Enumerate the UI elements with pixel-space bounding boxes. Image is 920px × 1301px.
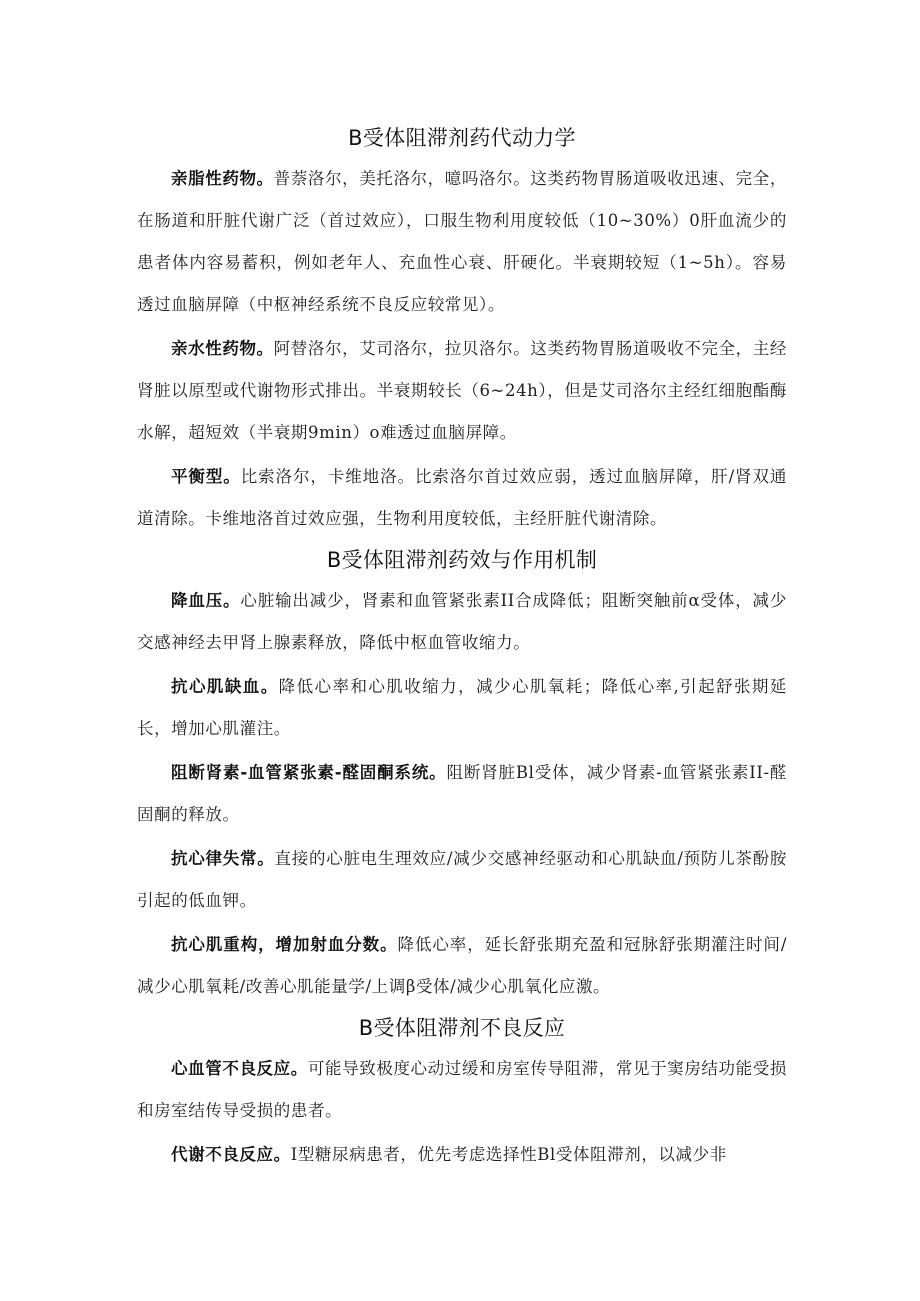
paragraph-text: 普萘洛尔，美托洛尔，噫吗洛尔。这类药物胃肠道吸收迅速、完全，在肠道和肝脏代谢广泛（首过效应），口服生物利用度较低（10~30%）0肝血流少的患者体内容易蓄积，例如老年人、充血性心衰、肝硬化。半衰期较短（1~5h）。容易透过血脑屏障（中枢神经系统不良反应较常见）。 bbox=[137, 169, 787, 314]
term-label: 代谢不良反应。 bbox=[171, 1145, 291, 1164]
term-label: 阻断肾素-血管紧张素-醛固酮系统。 bbox=[171, 763, 447, 782]
paragraph-text: 降低心率和心肌收缩力，减少心肌氧耗；降低心率,引起舒张期延长，增加心肌灌注。 bbox=[137, 677, 787, 738]
paragraph-anti-ischemia bbox=[137, 666, 787, 750]
paragraph-text: 直接的心脏电生理效应/减少交感神经驱动和心肌缺血/预防儿茶酚胺引起的低血钾。 bbox=[137, 849, 787, 910]
paragraph-antiarrhythmic bbox=[137, 838, 787, 922]
term-label: 亲水性药物。 bbox=[171, 339, 274, 358]
term-label: 平衡型。 bbox=[171, 467, 241, 486]
term-label: 抗心肌缺血。 bbox=[171, 677, 279, 696]
section-heading-pharmacokinetics: B受体阻滞剂药代动力学 bbox=[348, 126, 576, 150]
section-heading-adverse-reactions: B受体阻滞剂不良反应 bbox=[358, 1016, 566, 1040]
paragraph-anti-remodeling bbox=[137, 924, 787, 1008]
paragraph-text: I型糖尿病患者，优先考虑选择性Bl受体阻滞剂，以减少非 bbox=[290, 1145, 727, 1164]
term-label: 降血压。 bbox=[171, 591, 241, 610]
paragraph-lipophilic bbox=[137, 158, 787, 326]
paragraph-antihypertensive bbox=[137, 580, 787, 664]
term-label: 亲脂性药物。 bbox=[171, 169, 274, 188]
paragraph-text: 降低心率，延长舒张期充盈和冠脉舒张期灌注时间/减少心肌氧耗/改善心肌能量学/上调β受体/减少心肌氧化应激。 bbox=[137, 935, 787, 996]
document-page bbox=[137, 118, 787, 1176]
paragraph-text: 阻断肾脏Bl受体，减少肾素-血管紧张素II-醛固酮的释放。 bbox=[137, 763, 787, 824]
paragraph-balanced bbox=[137, 456, 787, 540]
term-label: 抗心肌重构，增加射血分数。 bbox=[171, 935, 398, 954]
paragraph-text: 比索洛尔，卡维地洛。比索洛尔首过效应弱，透过血脑屏障，肝/肾双通道清除。卡维地洛首过效应强，生物利用度较低，主经肝脏代谢清除。 bbox=[137, 467, 787, 528]
term-label: 心血管不良反应。 bbox=[171, 1059, 308, 1078]
paragraph-cardiovascular-adverse bbox=[137, 1048, 787, 1132]
paragraph-text: 可能导致极度心动过缓和房室传导阻滞，常见于窦房结功能受损和房室结传导受损的患者。 bbox=[137, 1059, 787, 1120]
paragraph-hydrophilic bbox=[137, 328, 787, 454]
paragraph-text: 阿替洛尔，艾司洛尔，拉贝洛尔。这类药物胃肠道吸收不完全，主经肾脏以原型或代谢物形式排出。半衰期较长（6~24h），但是艾司洛尔主经红细胞酯酶水解，超短效（半衰期9min）o难透过血脑屏障。 bbox=[137, 339, 787, 442]
term-label: 抗心律失常。 bbox=[171, 849, 275, 868]
paragraph-text: 心脏输出减少，肾素和血管紧张素II合成降低；阻断突触前α受体，减少交感神经去甲肾上腺素释放，降低中枢血管收缩力。 bbox=[137, 591, 787, 652]
paragraph-raas-block bbox=[137, 752, 787, 836]
section-heading-pharmacodynamics: B受体阻滞剂药效与作用机制 bbox=[326, 548, 598, 572]
paragraph-metabolic-adverse bbox=[137, 1134, 787, 1176]
